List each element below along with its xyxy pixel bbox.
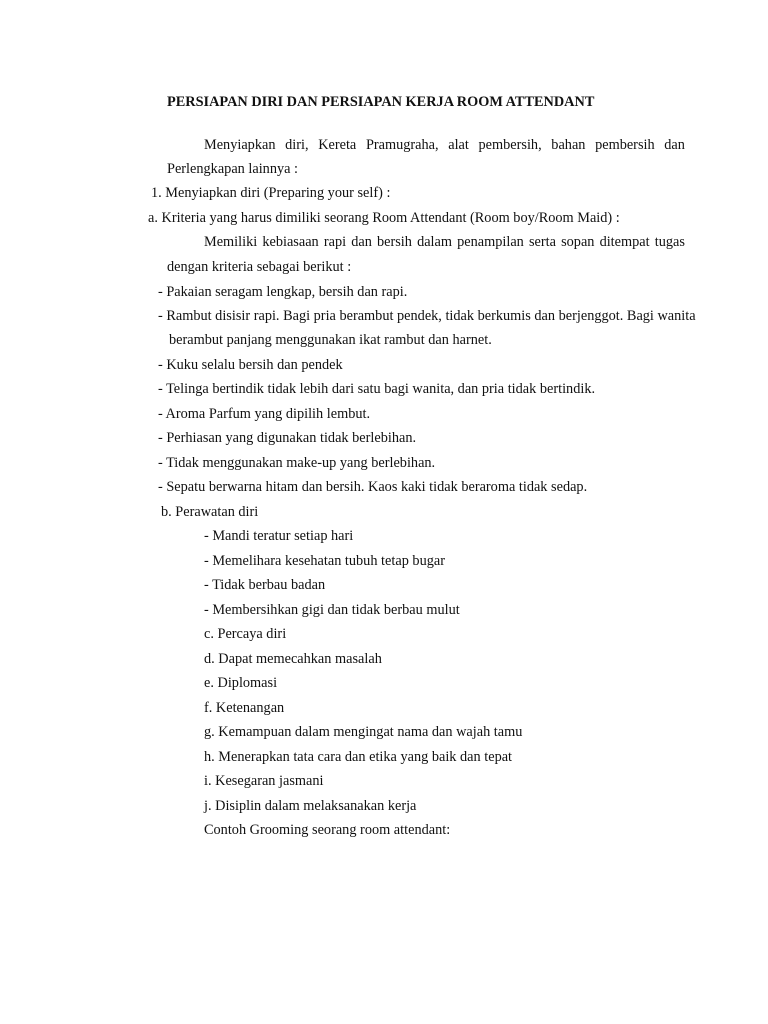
criteria-word: serta — [528, 234, 556, 250]
criteria-word: kebiasaan — [262, 234, 319, 250]
criteria-word: tugas — [654, 234, 685, 250]
criteria-word: rapi — [323, 234, 347, 250]
criteria-word: dalam — [417, 234, 452, 250]
intro-word: bahan — [551, 137, 586, 153]
list-item-b: b. Perawatan diri — [161, 504, 259, 520]
criteria-word: dan — [351, 234, 372, 250]
care-item: c. Percaya diri — [204, 626, 287, 642]
document-title: PERSIAPAN DIRI DAN PERSIAPAN KERJA ROOM ATTENDANT — [167, 94, 595, 110]
intro-word: pembersih, — [478, 137, 542, 153]
intro-word: Menyiapkan — [204, 137, 276, 153]
criteria-item: - Tidak menggunakan make-up yang berlebihan. — [158, 455, 436, 471]
criteria-item: - Sepatu berwarna hitam dan bersih. Kaos kaki tidak beraroma tidak sedap. — [158, 479, 588, 495]
care-item: g. Kemampuan dalam mengingat nama dan wajah tamu — [204, 724, 523, 740]
criteria-item: - Aroma Parfum yang dipilih lembut. — [158, 406, 371, 422]
criteria-item: - Rambut disisir rapi. Bagi pria berambut pendek, tidak berkumis dan berjenggot. Bagi wanita — [158, 308, 696, 324]
list-item-1: 1. Menyiapkan diri (Preparing your self) : — [151, 185, 391, 201]
intro-line-1 — [204, 138, 685, 152]
intro-word: diri, — [285, 137, 309, 153]
care-item: d. Dapat memecahkan masalah — [204, 651, 382, 667]
intro-line-2: Perlengkapan lainnya : — [167, 161, 299, 177]
intro-word: Kereta — [318, 137, 357, 153]
criteria-intro-line-2: dengan kriteria sebagai berikut : — [167, 259, 352, 275]
care-item: - Tidak berbau badan — [204, 577, 326, 593]
care-item: f. Ketenangan — [204, 700, 285, 716]
care-item: - Membersihkan gigi dan tidak berbau mulut — [204, 602, 460, 618]
intro-word: alat — [448, 137, 469, 153]
intro-word: Pramugraha, — [365, 137, 439, 153]
care-item: e. Diplomasi — [204, 675, 278, 691]
criteria-item-continuation: berambut panjang menggunakan ikat rambut dan harnet. — [169, 332, 492, 348]
criteria-item: - Pakaian seragam lengkap, bersih dan rapi. — [158, 284, 408, 300]
list-item-a: a. Kriteria yang harus dimiliki seorang Room Attendant (Room boy/Room Maid) : — [148, 210, 620, 226]
criteria-word: ditempat — [599, 234, 650, 250]
criteria-word: bersih — [376, 234, 412, 250]
care-item: i. Kesegaran jasmani — [204, 773, 324, 789]
criteria-word: Memiliki — [204, 234, 258, 250]
criteria-item: - Telinga bertindik tidak lebih dari satu bagi wanita, dan pria tidak bertindik. — [158, 381, 596, 397]
criteria-item: - Kuku selalu bersih dan pendek — [158, 357, 343, 373]
intro-word: dan — [664, 137, 685, 153]
care-item: h. Menerapkan tata cara dan etika yang baik dan tepat — [204, 749, 513, 765]
criteria-word: sopan — [561, 234, 595, 250]
criteria-word: penampilan — [457, 234, 524, 250]
criteria-intro-line-1 — [204, 235, 685, 249]
care-item: - Mandi teratur setiap hari — [204, 528, 354, 544]
care-item: j. Disiplin dalam melaksanakan kerja — [204, 798, 417, 814]
care-item: - Memelihara kesehatan tubuh tetap bugar — [204, 553, 445, 569]
care-item: Contoh Grooming seorang room attendant: — [204, 822, 451, 838]
criteria-item: - Perhiasan yang digunakan tidak berlebihan. — [158, 430, 417, 446]
intro-word: pembersih — [595, 137, 655, 153]
